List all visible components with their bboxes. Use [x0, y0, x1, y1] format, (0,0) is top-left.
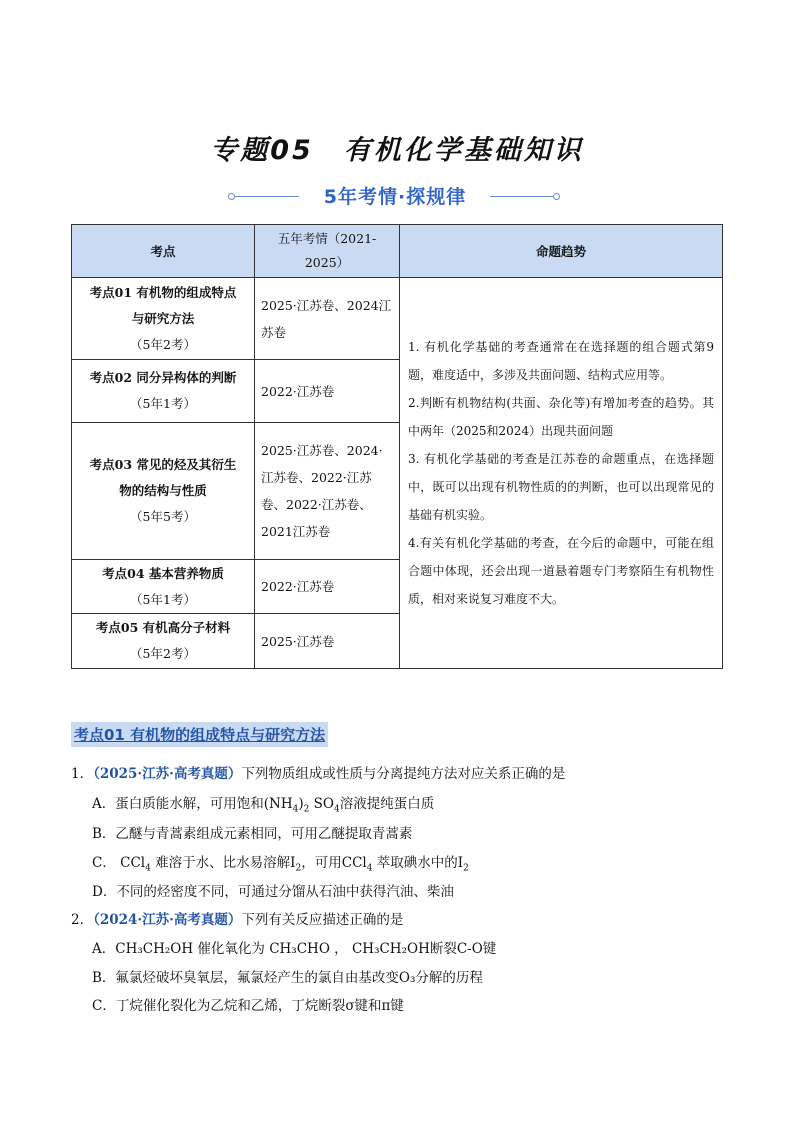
kaodian-name: 考点03 常见的烃及其衍生	[89, 457, 237, 472]
table-row	[72, 278, 723, 360]
question-text: 下列有关反应描述正确的是	[241, 912, 404, 928]
overview-table	[71, 224, 723, 669]
option-text: 溶液提纯蛋白质	[339, 796, 435, 812]
q1-option-a: A．蛋白质能水解，可用饱和$(NH_4)_2$ $SO_4$溶液提纯蛋白质	[92, 796, 435, 815]
table-header-row	[72, 225, 723, 278]
option-text: 萃取碘水中的	[376, 855, 458, 871]
option-text: A．蛋白质能水解，可用饱和	[92, 796, 264, 812]
banner-left-line	[235, 196, 299, 197]
trend-item: 1. 有机化学基础的考查通常在在选择题的组合题式第9题，难度适中，多涉及共面问题、结构式应用等。	[408, 340, 714, 382]
kaodian-cell	[72, 278, 255, 360]
years-cell: 2025·江苏卷、2024江苏卷	[255, 278, 400, 360]
question-source: （2024·江苏·高考真题）	[93, 912, 242, 928]
q1-option-c: C． CCl$_4$ 难溶于水、比水易溶解$I_2$，可用CCl$_4$ 萃取碘水中的$I_2$	[92, 855, 469, 874]
question-2-stem	[71, 908, 731, 928]
years-cell: 2025·江苏卷、2024·江苏卷、2022·江苏卷、2022·江苏卷、2021江苏卷	[255, 423, 400, 560]
question-number: 1．	[71, 766, 94, 782]
question-text: 下列物质组成或性质与分离提纯方法对应关系正确的是	[241, 766, 566, 782]
trend-item: 3. 有机化学基础的考查是江苏卷的命题重点，在选择题中，既可以出现有机物性质的的判断，也可以出现常见的基础有机实验。	[408, 452, 714, 522]
question-number: 2．	[71, 912, 94, 928]
kaodian-name: 考点04 基本营养物质	[102, 565, 224, 581]
kaodian-name-cont: 物的结构与性质	[119, 483, 207, 498]
q2-option-c: C．丁烷催化裂化为乙烷和乙烯，丁烷断裂σ键和π键	[92, 998, 404, 1014]
option-text: 难溶于水、比水易溶解	[155, 855, 291, 871]
question-1-stem	[71, 762, 731, 782]
years-cell: 2025·江苏卷	[255, 614, 400, 669]
kaodian-cell	[72, 614, 255, 669]
section-heading: 考点01 有机物的组成特点与研究方法	[71, 722, 328, 747]
kaodian-name: 考点02 同分异构体的判断	[89, 370, 237, 385]
kaodian-name: 考点01 有机物的组成特点	[89, 284, 237, 300]
kaodian-cell	[72, 423, 255, 560]
header-kaodian: 考点	[72, 225, 255, 278]
kaodian-count: （5年2考）	[130, 646, 196, 661]
kaodian-count: （5年1考）	[130, 396, 196, 411]
kaodian-count: （5年1考）	[130, 591, 196, 607]
kaodian-cell	[72, 560, 255, 614]
kaodian-count: （5年5考）	[130, 509, 196, 524]
banner-right-line	[490, 196, 554, 197]
kaodian-name-cont: 与研究方法	[131, 310, 195, 326]
option-text: ，可用	[301, 855, 342, 871]
option-text: C．	[92, 855, 116, 871]
header-trend: 命题趋势	[400, 225, 723, 278]
years-cell: 2022·江苏卷	[255, 560, 400, 614]
kaodian-count: （5年2考）	[130, 336, 196, 352]
trend-item: 4.有关有机化学基础的考查，在今后的命题中，可能在组合题中体现，还会出现一道悬着题专门考察陌生有机物性质，相对来说复习难度不大。	[408, 536, 714, 606]
banner-left-dot	[228, 193, 235, 200]
page-title: 专题05 有机化学基础知识	[210, 135, 584, 166]
question-source: （2025·江苏·高考真题）	[93, 766, 242, 782]
section-banner	[228, 180, 560, 214]
q1-option-d: D．不同的烃密度不同，可通过分馏从石油中获得汽油、柴油	[92, 884, 454, 900]
kaodian-name: 考点05 有机高分子材料	[95, 620, 231, 635]
banner-text: 5年考情·探规律	[323, 186, 467, 208]
q1-option-b: B．乙醚与青蒿素组成元素相同，可用乙醚提取青蒿素	[92, 826, 413, 842]
kaodian-cell	[72, 360, 255, 423]
q2-option-a: A．CH₃CH₂OH 催化氧化为 CH₃CHO ， CH₃CH₂OH断裂C-O键	[92, 941, 497, 957]
q2-option-b: B．氟氯烃破坏臭氧层，氟氯烃产生的氯自由基改变O₃分解的历程	[92, 970, 483, 986]
trend-cell	[400, 278, 723, 669]
years-cell: 2022·江苏卷	[255, 360, 400, 423]
header-years: 五年考情（2021-2025）	[255, 225, 400, 278]
trend-item: 2.判断有机物结构(共面、杂化等)有增加考查的趋势。其中两年（2025和2024）出现共面问题	[408, 396, 714, 438]
banner-right-dot	[553, 193, 560, 200]
